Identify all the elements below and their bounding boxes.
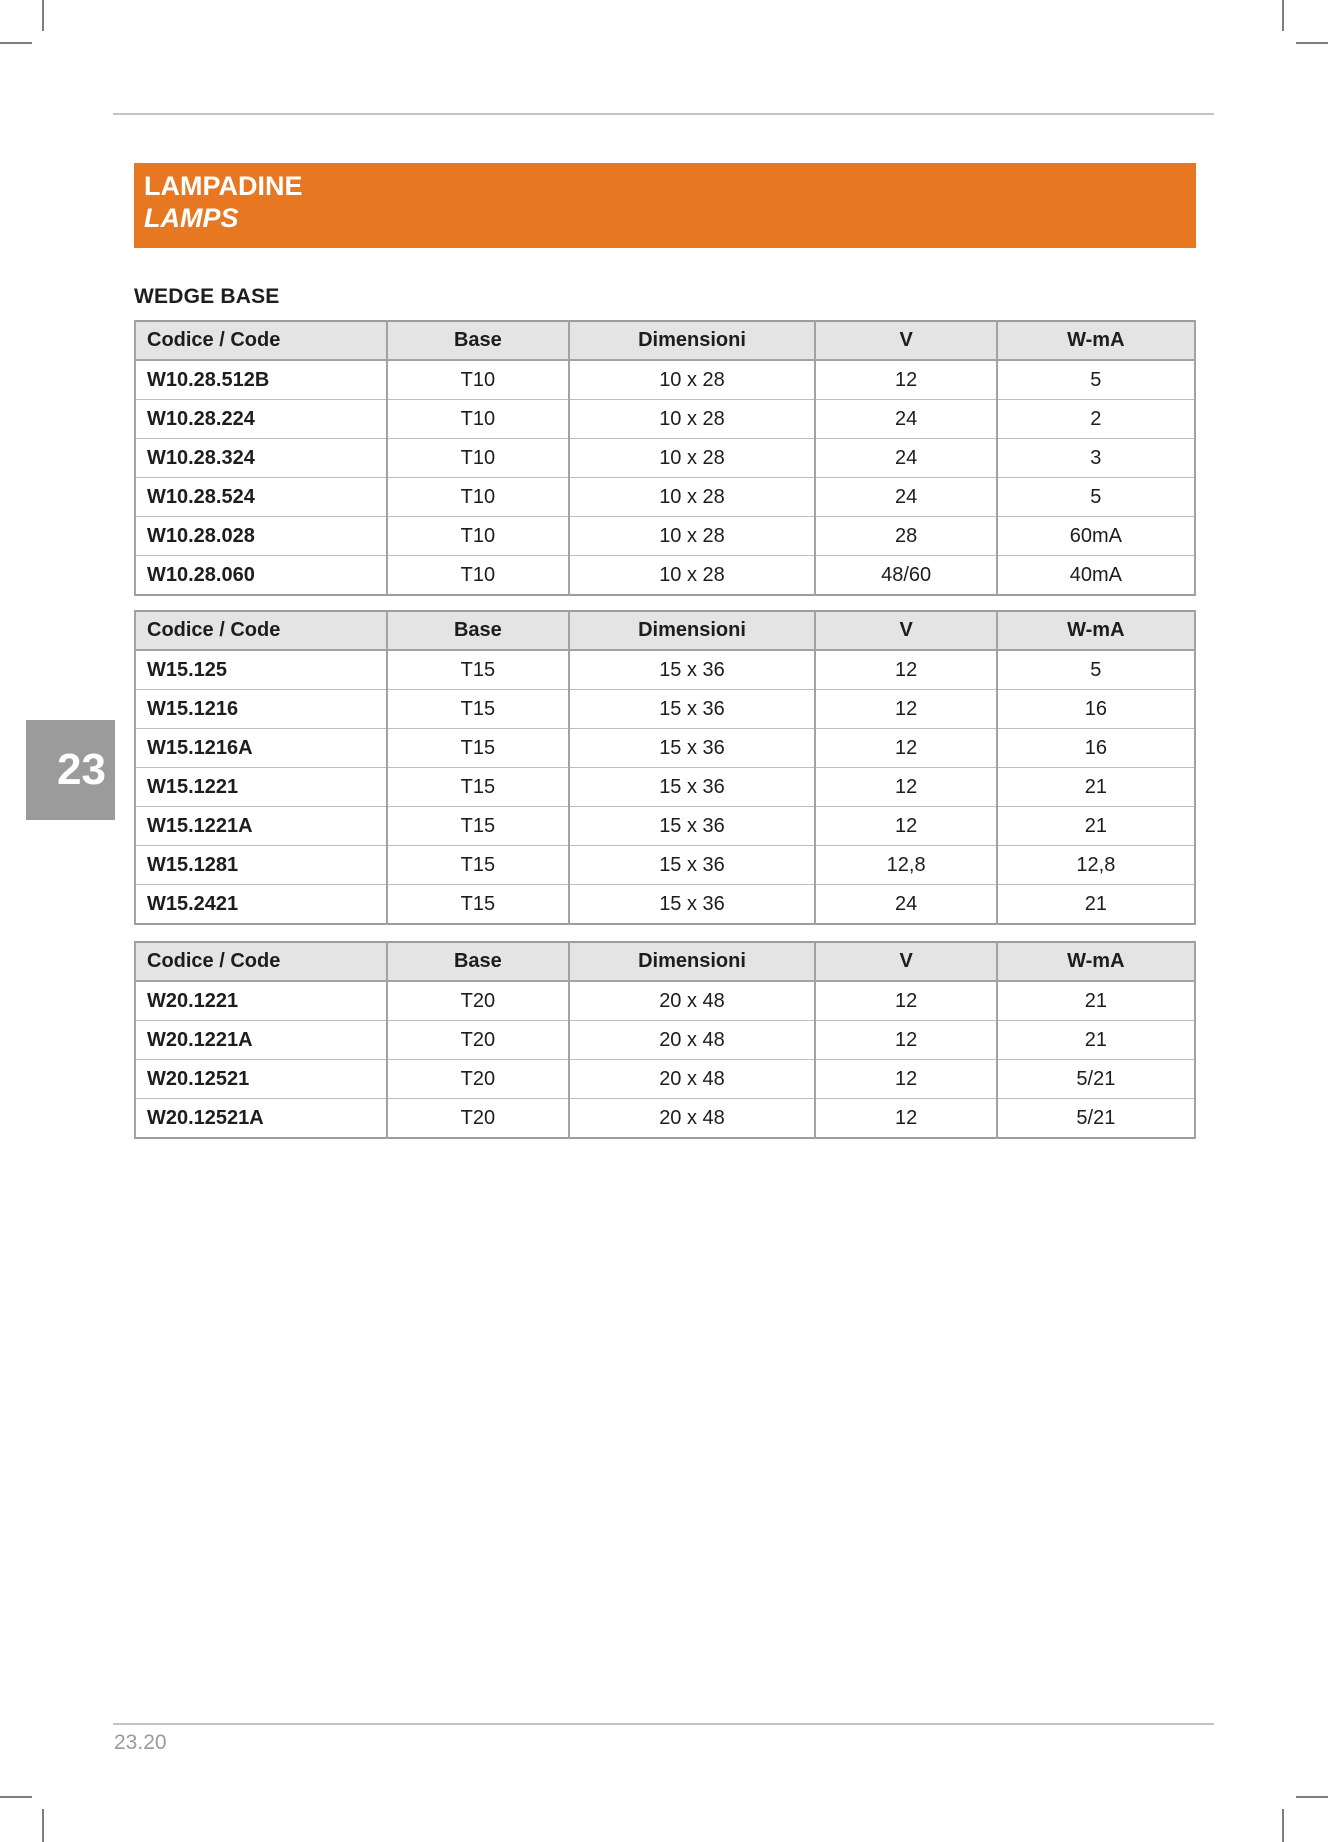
table-row	[135, 885, 1195, 925]
crop-mark-bottom-right-vertical	[1282, 1809, 1284, 1842]
table-cell: W20.12521A	[135, 1099, 387, 1139]
table-cell: 20 x 48	[569, 1021, 816, 1060]
table-cell: 10 x 28	[569, 439, 816, 478]
spec-table-container-t10	[134, 320, 1196, 596]
table-cell: W15.1221	[135, 768, 387, 807]
table-cell: W10.28.224	[135, 400, 387, 439]
table-cell: 12	[815, 1099, 996, 1139]
table-cell: T10	[387, 360, 568, 400]
table-cell: 12,8	[997, 846, 1195, 885]
table-row	[135, 690, 1195, 729]
table-cell: 5/21	[997, 1060, 1195, 1099]
table-cell: W10.28.028	[135, 517, 387, 556]
table-cell: 15 x 36	[569, 690, 816, 729]
column-header: Dimensioni	[569, 942, 816, 981]
table-cell: 21	[997, 1021, 1195, 1060]
table-cell: W20.1221A	[135, 1021, 387, 1060]
column-header: Dimensioni	[569, 321, 816, 360]
table-cell: 3	[997, 439, 1195, 478]
table-cell: 12	[815, 650, 996, 690]
table-header-row	[135, 942, 1195, 981]
table-cell: 2	[997, 400, 1195, 439]
crop-mark-top-left-vertical	[42, 0, 44, 31]
table-row	[135, 400, 1195, 439]
table-cell: 16	[997, 729, 1195, 768]
table-cell: W10.28.524	[135, 478, 387, 517]
table-cell: 24	[815, 439, 996, 478]
table-cell: 24	[815, 400, 996, 439]
table-cell: 12	[815, 360, 996, 400]
table-cell: 12	[815, 981, 996, 1021]
table-row	[135, 439, 1195, 478]
crop-mark-top-right-horizontal	[1296, 42, 1328, 44]
table-row	[135, 729, 1195, 768]
table-cell: 20 x 48	[569, 1060, 816, 1099]
crop-mark-bottom-right-horizontal	[1296, 1796, 1328, 1798]
column-header: Base	[387, 611, 568, 650]
table-cell: 20 x 48	[569, 1099, 816, 1139]
table-cell: 21	[997, 885, 1195, 925]
table-cell: 15 x 36	[569, 729, 816, 768]
crop-mark-bottom-left-horizontal	[0, 1796, 32, 1798]
table-cell: 15 x 36	[569, 885, 816, 925]
table-cell: T15	[387, 768, 568, 807]
table-row	[135, 517, 1195, 556]
table-header-row	[135, 321, 1195, 360]
crop-mark-top-right-vertical	[1282, 0, 1284, 31]
table-cell: 40mA	[997, 556, 1195, 596]
table-cell: W15.125	[135, 650, 387, 690]
table-row	[135, 807, 1195, 846]
table-cell: 5	[997, 650, 1195, 690]
banner-subtitle: LAMPS	[144, 203, 239, 233]
table-cell: 5/21	[997, 1099, 1195, 1139]
column-header: V	[815, 942, 996, 981]
table-cell: 12	[815, 1021, 996, 1060]
spec-table-container-t20	[134, 941, 1196, 1139]
table-cell: W20.12521	[135, 1060, 387, 1099]
table-cell: T10	[387, 517, 568, 556]
table-cell: T15	[387, 650, 568, 690]
table-cell: 24	[815, 478, 996, 517]
section-banner	[134, 163, 1196, 248]
column-header: V	[815, 321, 996, 360]
section-tab-label: 23	[57, 745, 106, 794]
table-cell: 12	[815, 690, 996, 729]
table-cell: T15	[387, 690, 568, 729]
table-cell: W20.1221	[135, 981, 387, 1021]
table-cell: T15	[387, 846, 568, 885]
column-header: Dimensioni	[569, 611, 816, 650]
table-cell: 12	[815, 729, 996, 768]
table-row	[135, 1021, 1195, 1060]
table-cell: T15	[387, 885, 568, 925]
table-cell: 21	[997, 768, 1195, 807]
table-cell: 10 x 28	[569, 517, 816, 556]
table-cell: T15	[387, 807, 568, 846]
table-row	[135, 556, 1195, 596]
column-header: V	[815, 611, 996, 650]
table-cell: 48/60	[815, 556, 996, 596]
header-rule	[113, 113, 1214, 115]
table-cell: W15.1216A	[135, 729, 387, 768]
table-row	[135, 478, 1195, 517]
column-header: Codice / Code	[135, 611, 387, 650]
table-cell: W15.2421	[135, 885, 387, 925]
crop-mark-bottom-left-vertical	[42, 1809, 44, 1842]
table-row	[135, 650, 1195, 690]
table-cell: 15 x 36	[569, 846, 816, 885]
table-cell: T20	[387, 981, 568, 1021]
table-cell: W10.28.512B	[135, 360, 387, 400]
table-cell: W15.1221A	[135, 807, 387, 846]
spec-table	[134, 610, 1196, 925]
table-cell: 15 x 36	[569, 650, 816, 690]
table-cell: 28	[815, 517, 996, 556]
table-cell: 12	[815, 807, 996, 846]
table-cell: 5	[997, 478, 1195, 517]
banner-title: LAMPADINE	[144, 171, 303, 201]
table-cell: T20	[387, 1021, 568, 1060]
column-header: Base	[387, 321, 568, 360]
column-header: W-mA	[997, 611, 1195, 650]
table-cell: 10 x 28	[569, 400, 816, 439]
spec-table	[134, 941, 1196, 1139]
table-cell: 15 x 36	[569, 768, 816, 807]
spec-table-container-t15	[134, 610, 1196, 925]
column-header: Base	[387, 942, 568, 981]
table-row	[135, 1099, 1195, 1139]
crop-mark-top-left-horizontal	[0, 42, 32, 44]
column-header: W-mA	[997, 321, 1195, 360]
table-cell: W15.1216	[135, 690, 387, 729]
table-row	[135, 846, 1195, 885]
table-cell: 12	[815, 1060, 996, 1099]
table-cell: T10	[387, 556, 568, 596]
table-cell: W15.1281	[135, 846, 387, 885]
table-cell: T10	[387, 478, 568, 517]
table-cell: T15	[387, 729, 568, 768]
table-cell: 12	[815, 768, 996, 807]
table-cell: 21	[997, 807, 1195, 846]
table-cell: 10 x 28	[569, 360, 816, 400]
table-cell: W10.28.324	[135, 439, 387, 478]
table-cell: T20	[387, 1060, 568, 1099]
table-cell: 16	[997, 690, 1195, 729]
table-cell: T10	[387, 439, 568, 478]
column-header: Codice / Code	[135, 942, 387, 981]
table-cell: 20 x 48	[569, 981, 816, 1021]
spec-table	[134, 320, 1196, 596]
column-header: Codice / Code	[135, 321, 387, 360]
table-cell: 10 x 28	[569, 478, 816, 517]
table-cell: 60mA	[997, 517, 1195, 556]
table-cell: T10	[387, 400, 568, 439]
table-row	[135, 360, 1195, 400]
table-cell: W10.28.060	[135, 556, 387, 596]
table-row	[135, 1060, 1195, 1099]
table-header-row	[135, 611, 1195, 650]
table-cell: 24	[815, 885, 996, 925]
footer-rule	[113, 1723, 1214, 1725]
wedge-base-heading: WEDGE BASE	[134, 285, 280, 308]
table-cell: 5	[997, 360, 1195, 400]
table-cell: 12,8	[815, 846, 996, 885]
table-cell: 10 x 28	[569, 556, 816, 596]
table-cell: T20	[387, 1099, 568, 1139]
section-tab	[26, 720, 115, 820]
table-row	[135, 981, 1195, 1021]
table-cell: 21	[997, 981, 1195, 1021]
table-row	[135, 768, 1195, 807]
table-cell: 15 x 36	[569, 807, 816, 846]
column-header: W-mA	[997, 942, 1195, 981]
page-number: 23.20	[114, 1731, 167, 1754]
